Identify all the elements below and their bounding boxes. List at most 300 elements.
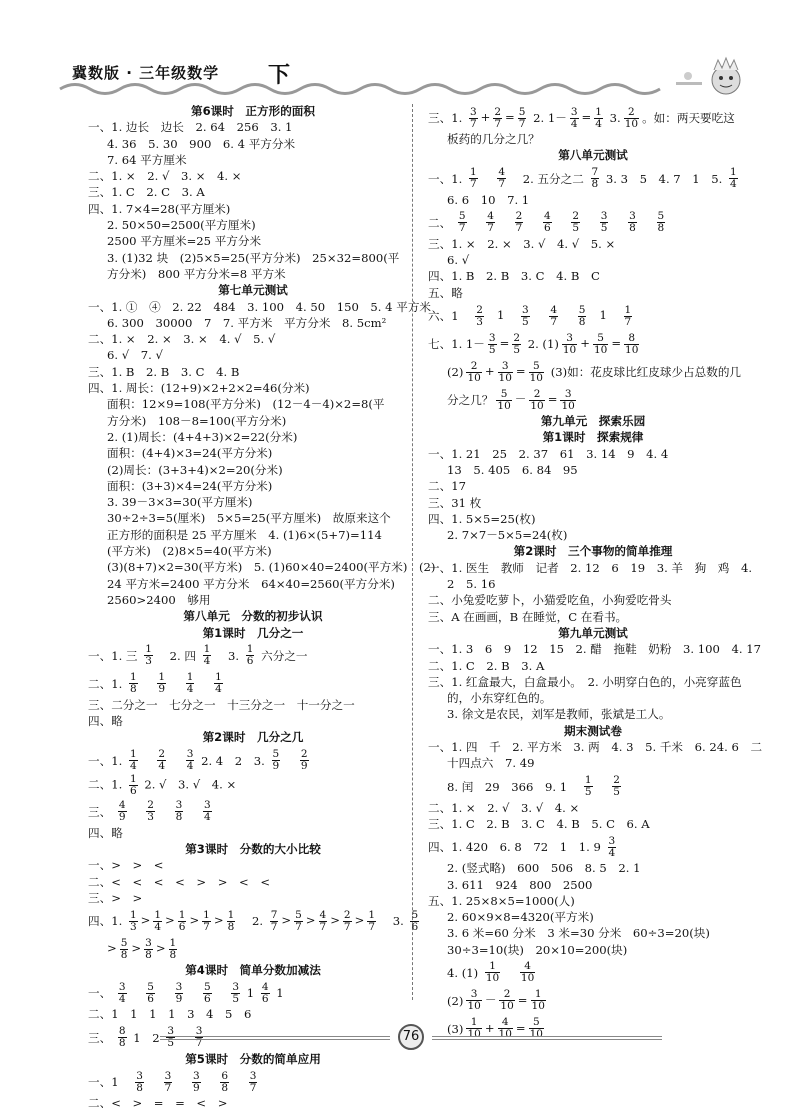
fraction bbox=[612, 775, 621, 798]
fraction bbox=[498, 361, 513, 384]
fraction bbox=[410, 910, 419, 933]
fraction bbox=[300, 749, 309, 772]
denominator: 7 bbox=[498, 178, 505, 191]
answer-text: 。如：两天要吃这 bbox=[642, 111, 735, 125]
fraction bbox=[520, 961, 535, 984]
answer-line bbox=[428, 164, 758, 192]
denominator: 5 bbox=[572, 222, 580, 235]
denominator: 6 bbox=[246, 655, 254, 668]
answer-line: (2)周长：(3+3+4)×2=20(分米) bbox=[107, 462, 283, 477]
numerator: 1 bbox=[178, 908, 186, 921]
fraction bbox=[203, 800, 212, 823]
answer-line: 一、1. 边长 边长 2. 64 256 3. 1 bbox=[88, 120, 293, 135]
page-footer bbox=[120, 1021, 700, 1050]
numerator: 2 bbox=[494, 105, 502, 118]
numerator: 1 bbox=[186, 671, 194, 684]
fraction bbox=[529, 361, 544, 384]
numerator: 4 bbox=[118, 799, 126, 812]
answer-text: 一、1. 三 bbox=[88, 648, 138, 663]
answer-line: 30÷2÷3=5(厘米) 5×5=25(平方厘米) 故原来这个 bbox=[107, 511, 391, 526]
answer-text: 一、 bbox=[88, 986, 112, 1001]
numerator: 3 bbox=[570, 105, 578, 118]
answer-line: 7. 64 平方厘米 bbox=[107, 152, 187, 167]
answer-text: 二、1. bbox=[88, 676, 123, 691]
volume-label: 下 bbox=[268, 63, 291, 88]
answer-line: 2. 7×7－5×5=24(枚) bbox=[447, 528, 568, 543]
denominator: 10 bbox=[530, 399, 544, 412]
answer-line: 二、1. × 2. √ 3. √ 4. × bbox=[428, 800, 580, 815]
answer-line: 3. (1)32 块 (2)5×5=25(平方分米) 25×32=800(平 bbox=[107, 250, 400, 265]
denominator: 8 bbox=[145, 948, 152, 961]
denominator: 5 bbox=[584, 786, 592, 799]
fraction bbox=[144, 938, 153, 961]
answer-line: 2560>2400 够用 bbox=[107, 592, 211, 607]
answer-line bbox=[428, 772, 758, 800]
numerator: 2 bbox=[147, 799, 154, 812]
numerator: 1 bbox=[595, 105, 602, 118]
fraction bbox=[178, 910, 187, 933]
answer-line: 正方形的面积是 25 平方厘米 4. (1)6×(5+7)=114 bbox=[107, 527, 382, 542]
fraction bbox=[129, 749, 138, 772]
numerator: 3 bbox=[164, 1069, 172, 1082]
numerator: 5 bbox=[411, 908, 419, 921]
fraction bbox=[518, 107, 527, 130]
denominator: 9 bbox=[300, 760, 308, 773]
fraction bbox=[571, 211, 580, 234]
denominator: 7 bbox=[164, 1081, 172, 1094]
denominator: 9 bbox=[193, 1081, 200, 1094]
numerator: 5 bbox=[204, 980, 211, 993]
denominator: 7 bbox=[469, 117, 477, 130]
denominator: 10 bbox=[498, 371, 512, 384]
numerator: 2 bbox=[300, 748, 308, 761]
numerator: 1 bbox=[368, 908, 375, 921]
numerator: 4 bbox=[319, 908, 327, 921]
answer-line: 2. 60×9×8=4320(平方米) bbox=[447, 910, 594, 925]
numerator: 3 bbox=[249, 1069, 257, 1082]
numerator: 3 bbox=[522, 303, 529, 316]
numerator: 5 bbox=[295, 908, 302, 921]
denominator: 8 bbox=[136, 1081, 143, 1094]
denominator: 7 bbox=[469, 178, 477, 191]
denominator: 5 bbox=[167, 1037, 174, 1050]
denominator: 4 bbox=[118, 992, 126, 1005]
numerator: 5 bbox=[529, 1017, 544, 1029]
numerator: 5 bbox=[120, 936, 128, 949]
fraction bbox=[497, 167, 506, 190]
denominator: 10 bbox=[624, 117, 639, 130]
numerator: 3 bbox=[136, 1069, 143, 1082]
denominator: 9 bbox=[158, 683, 165, 696]
fraction bbox=[729, 167, 738, 190]
denominator: 10 bbox=[467, 371, 481, 384]
numerator: 3 bbox=[600, 210, 608, 223]
denominator: 4 bbox=[203, 655, 211, 668]
numerator: 5 bbox=[657, 210, 665, 223]
denominator: 5 bbox=[232, 992, 240, 1005]
answer-text: 一、1. bbox=[88, 753, 123, 768]
left-column bbox=[88, 103, 436, 1111]
right-column bbox=[428, 103, 763, 1042]
denominator: 8 bbox=[169, 948, 177, 961]
numerator: 2 bbox=[343, 908, 351, 921]
fraction bbox=[593, 333, 608, 356]
answer-line: 三、1. B 2. B 3. C 4. B bbox=[88, 364, 240, 379]
answer-text: 2. bbox=[251, 914, 263, 929]
answer-line: 4. 36 5. 30 900 6. 4 平方分米 bbox=[107, 136, 296, 151]
denominator: 8 bbox=[578, 315, 586, 328]
fraction bbox=[584, 775, 593, 798]
denominator: 7 bbox=[343, 920, 351, 933]
fraction bbox=[628, 211, 637, 234]
numerator: 1 bbox=[129, 908, 137, 921]
denominator: 10 bbox=[500, 1000, 514, 1013]
numerator: 6 bbox=[221, 1069, 229, 1082]
denominator: 4 bbox=[608, 846, 616, 859]
numerator: 3 bbox=[629, 210, 636, 223]
answer-line: > $\frac{5}{8}$ > $\frac{3}{8}$ > $\frac{1}{8}$ bbox=[107, 936, 177, 961]
numerator: 3 bbox=[204, 799, 211, 812]
answer-line: 一、1. 四 千 2. 平方米 3. 两 4. 3 5. 千米 6. 24. 6 二 bbox=[428, 740, 763, 755]
denominator: 7 bbox=[368, 920, 375, 933]
numerator: 5 bbox=[147, 980, 154, 993]
numerator: 1 bbox=[730, 166, 737, 179]
numerator: 1 bbox=[129, 748, 137, 761]
denominator: 7 bbox=[624, 315, 632, 328]
answer-line: 二、17 bbox=[428, 479, 466, 494]
numerator: 2 bbox=[466, 361, 481, 373]
numerator: 1 bbox=[584, 774, 592, 787]
fraction bbox=[186, 749, 195, 772]
answer-text: 2. 四 bbox=[169, 648, 196, 663]
denominator: 4 bbox=[570, 117, 578, 130]
answer-text: 3. bbox=[228, 648, 240, 663]
answer-line bbox=[428, 958, 758, 986]
fraction bbox=[512, 333, 521, 356]
fraction bbox=[624, 305, 633, 328]
fraction bbox=[496, 389, 511, 412]
numerator: 1 bbox=[169, 936, 177, 949]
denominator: 10 bbox=[562, 343, 577, 356]
denominator: 5 bbox=[522, 315, 529, 328]
numerator: 3 bbox=[193, 1069, 200, 1082]
denominator: 7 bbox=[458, 222, 466, 235]
fraction bbox=[469, 167, 478, 190]
fraction bbox=[169, 938, 178, 961]
answer-line bbox=[88, 641, 418, 669]
numerator: 3 bbox=[175, 799, 183, 812]
answer-line: 三、1. $\frac{3}{7}$ + $\frac{2}{7}$ = $\frac{5}{7}$ 2. 1－ $\frac{3}{4}$ = $\frac{1}{4}$ 3. $\frac{2}{10}$ 。如：两天要吃这 bbox=[428, 105, 735, 130]
unit-title: 第九单元 探索乐园 bbox=[540, 414, 646, 429]
answer-line: 四、1. B 2. B 3. C 4. B C bbox=[428, 269, 600, 284]
answer-line bbox=[88, 797, 418, 825]
numerator: 3 bbox=[466, 989, 481, 1001]
answer-line: 一、1. ① ④ 2. 22 484 3. 100 4. 50 150 5. 4 平方米 bbox=[88, 299, 432, 314]
numerator: 4 bbox=[498, 166, 505, 179]
denominator: 6 bbox=[178, 920, 186, 933]
fraction bbox=[469, 107, 478, 130]
fraction bbox=[485, 961, 500, 984]
numerator: 1 bbox=[531, 989, 546, 1001]
fraction bbox=[466, 361, 481, 384]
denominator: 4 bbox=[186, 760, 194, 773]
answer-text: 2. 五分之二 bbox=[522, 171, 584, 186]
numerator: 1 bbox=[215, 671, 222, 684]
numerator: 3 bbox=[469, 105, 477, 118]
fraction bbox=[203, 982, 212, 1005]
numerator: 5 bbox=[518, 105, 526, 118]
denominator: 7 bbox=[550, 315, 558, 328]
fraction bbox=[521, 305, 530, 328]
numerator: 5 bbox=[529, 361, 544, 373]
denominator: 4 bbox=[730, 178, 737, 191]
numerator: 1 bbox=[158, 671, 165, 684]
numerator: 5 bbox=[458, 210, 466, 223]
numerator: 1 bbox=[145, 643, 152, 656]
answer-line: 面积：(4+4)×3=24(平方分米) bbox=[107, 446, 273, 461]
answer-line: 三、1. C 2. C 3. A bbox=[88, 185, 205, 200]
denominator: 10 bbox=[485, 972, 500, 985]
section-title: 第八单元测试 bbox=[558, 148, 628, 163]
denominator: 10 bbox=[467, 1000, 481, 1013]
fraction bbox=[144, 644, 153, 667]
answer-text: 3. bbox=[392, 914, 404, 929]
answer-line bbox=[428, 208, 758, 236]
denominator: 5 bbox=[513, 343, 520, 356]
fraction bbox=[600, 211, 609, 234]
fraction bbox=[343, 910, 352, 933]
denominator: 10 bbox=[497, 399, 511, 412]
numerator: 3 bbox=[562, 333, 577, 345]
fraction bbox=[560, 389, 575, 412]
fraction bbox=[220, 1071, 229, 1094]
denominator: 8 bbox=[175, 811, 183, 824]
fraction bbox=[249, 1071, 258, 1094]
page-number: 76 bbox=[398, 1024, 424, 1050]
fraction bbox=[624, 333, 639, 356]
answer-line: 的，小东穿红色的。 bbox=[447, 691, 552, 706]
fraction bbox=[120, 938, 129, 961]
numerator: 3 bbox=[175, 980, 183, 993]
header-wave-decoration bbox=[60, 80, 660, 98]
fraction bbox=[118, 800, 127, 823]
numerator: 3 bbox=[608, 834, 616, 847]
answer-text: (3)如：花皮球比红皮球少占总数的几 bbox=[550, 365, 742, 380]
denominator: 7 bbox=[515, 222, 523, 235]
denominator: 8 bbox=[129, 683, 137, 696]
denominator: 3 bbox=[145, 655, 152, 668]
fraction bbox=[118, 982, 127, 1005]
section-title: 第九单元测试 bbox=[558, 625, 628, 640]
denominator: 6 bbox=[129, 784, 137, 797]
fraction bbox=[591, 167, 600, 190]
answer-line bbox=[88, 774, 418, 797]
answer-line: (平方米) (2)8×5=40(平方米) bbox=[107, 544, 272, 559]
fraction bbox=[657, 211, 666, 234]
fraction bbox=[624, 107, 639, 130]
answer-line: (2) $\frac{2}{10}$ + $\frac{3}{10}$ = $\frac{5}{10}$ (3)如：花皮球比红皮球少占总数的几 bbox=[447, 359, 742, 384]
answer-line: 面积：12×9=108(平方分米) (12－4－4)×2=8(平 bbox=[107, 397, 385, 412]
denominator: 8 bbox=[657, 222, 665, 235]
denominator: 4 bbox=[158, 760, 165, 773]
fraction bbox=[493, 107, 502, 130]
answer-text: (3) bbox=[447, 1021, 464, 1036]
answer-line: 二、1 1 1 1 3 4 5 6 bbox=[88, 1007, 252, 1022]
unit-title: 第八单元 分数的初步认识 bbox=[183, 609, 323, 624]
answer-text: 2. √ 3. √ 4. × bbox=[144, 777, 237, 792]
numerator: 1 bbox=[154, 908, 162, 921]
answer-text: 七、1. 1－ bbox=[428, 337, 485, 352]
fraction bbox=[488, 333, 497, 356]
answer-text: 四、1. 420 6. 8 72 1 1. 9 bbox=[428, 840, 601, 855]
fraction bbox=[146, 800, 155, 823]
fraction bbox=[319, 910, 328, 933]
answer-line: 2. (竖式略) 600 506 8. 5 2. 1 bbox=[447, 861, 641, 876]
answer-line: 二、1. C 2. B 3. A bbox=[428, 658, 545, 673]
numerator: 5 bbox=[272, 748, 280, 761]
numerator: 2 bbox=[572, 210, 580, 223]
numerator: 1 bbox=[624, 303, 632, 316]
numerator: 4 bbox=[520, 961, 535, 973]
answer-line: 六、1 $\frac{2}{3}$ 1 $\frac{3}{5}$ $\frac{4}{7}$ $\frac{5}{8}$ 1 $\frac{1}{7}$ bbox=[428, 303, 632, 328]
answer-line: (3)(8+7)×2=30(平方米) 5. (1)60×40=2400(平方米) (2) bbox=[107, 560, 436, 575]
answer-line: 五、略 bbox=[428, 285, 463, 300]
denominator: 10 bbox=[561, 399, 575, 412]
answer-line: 2. 50×50=2500(平方厘米) bbox=[107, 218, 256, 233]
numerator: 3 bbox=[232, 980, 240, 993]
answer-text: 六、1 bbox=[428, 309, 459, 324]
denominator: 8 bbox=[629, 222, 636, 235]
answer-line: 二、< > = = < > bbox=[88, 1096, 228, 1111]
answer-line: 一、> > < bbox=[88, 858, 164, 873]
denominator: 7 bbox=[195, 1037, 203, 1050]
denominator: 4 bbox=[129, 760, 137, 773]
fraction bbox=[261, 982, 270, 1005]
fraction bbox=[549, 305, 558, 328]
answer-line: 3. 徐文是农民，刘军是教师，张斌是工人。 bbox=[447, 707, 671, 722]
fraction bbox=[164, 1071, 173, 1094]
numerator: 1 bbox=[129, 671, 137, 684]
fraction bbox=[203, 644, 212, 667]
answer-text: 一、1. bbox=[428, 171, 463, 186]
answer-line: 30÷3=10(块) 20×10=200(块) bbox=[447, 942, 628, 957]
denominator: 4 bbox=[215, 683, 222, 696]
answer-text: 分之几？ bbox=[447, 393, 494, 408]
fraction bbox=[146, 982, 155, 1005]
numerator: 3 bbox=[488, 331, 496, 344]
fraction bbox=[153, 910, 162, 933]
section-title: 第6课时 正方形的面积 bbox=[190, 104, 315, 118]
numerator: 5 bbox=[496, 389, 511, 401]
denominator: 4 bbox=[204, 811, 211, 824]
numerator: 8 bbox=[624, 333, 639, 345]
numerator: 3 bbox=[560, 389, 575, 401]
denominator: 7 bbox=[249, 1081, 257, 1094]
answer-text: 一、1 bbox=[88, 1075, 119, 1090]
answer-line: 五、1. 25×8×5=1000(人) bbox=[428, 893, 575, 908]
answer-line: 3. 611 924 800 2500 bbox=[447, 877, 593, 892]
answer-line: 板药的几分之几？ bbox=[447, 132, 540, 146]
denominator: 10 bbox=[467, 1028, 481, 1041]
denominator: 5 bbox=[488, 343, 496, 356]
fraction bbox=[594, 107, 603, 130]
answer-text: 六分之一 bbox=[261, 648, 308, 663]
fraction bbox=[129, 774, 138, 797]
numerator: 4 bbox=[261, 980, 269, 993]
answer-text: 8. 闰 29 366 9. 1 bbox=[447, 779, 568, 794]
answer-line: 2 5. 16 bbox=[447, 577, 496, 592]
answer-text: 四、1. bbox=[88, 914, 123, 929]
denominator: 6 bbox=[261, 992, 269, 1005]
fraction bbox=[562, 333, 577, 356]
answer-line: 二、1. × 2. √ 3. × 4. × bbox=[88, 169, 242, 184]
answer-line: 24 平方米=2400 平方分米 64×40=2560(平方分米) bbox=[107, 576, 395, 591]
denominator: 4 bbox=[154, 920, 162, 933]
numerator: 1 bbox=[466, 1017, 481, 1029]
numerator: 1 bbox=[203, 908, 210, 921]
answer-line: (2) $\frac{3}{10}$ － $\frac{2}{10}$ = $\frac{1}{10}$ bbox=[447, 988, 545, 1013]
page-header bbox=[60, 52, 750, 100]
numerator: 2 bbox=[515, 210, 523, 223]
answer-text: (2) bbox=[447, 365, 464, 380]
denominator: 6 bbox=[147, 992, 154, 1005]
denominator: 4 bbox=[595, 117, 602, 130]
fraction bbox=[466, 989, 481, 1012]
fraction bbox=[475, 305, 484, 328]
denominator: 10 bbox=[531, 1000, 545, 1013]
denominator: 6 bbox=[411, 920, 419, 933]
answer-line: 四、略 bbox=[88, 825, 123, 840]
answer-text: 3. 3 5 4. 7 1 5. bbox=[605, 171, 723, 186]
numerator: 4 bbox=[544, 210, 551, 223]
answer-line: 四、1. 5×5=25(枚) bbox=[428, 511, 536, 526]
numerator: 3 bbox=[118, 980, 126, 993]
answer-line: 十四点六 7. 49 bbox=[447, 756, 535, 771]
answer-line: 3. 6 米=60 分米 3 米=30 分米 60÷3=20(块) bbox=[447, 926, 710, 941]
answer-line: 3. 39－3×3=30(平方厘米) bbox=[107, 495, 253, 510]
denominator: 10 bbox=[529, 1028, 543, 1041]
numerator: 4 bbox=[498, 1017, 513, 1029]
fraction bbox=[543, 211, 552, 234]
denominator: 9 bbox=[272, 760, 280, 773]
answer-text: 1 bbox=[246, 986, 255, 1001]
answer-line: 三、A 在画画，B 在睡觉，C 在看书。 bbox=[428, 609, 628, 624]
answer-line: 面积：(3+3)×4=24(平方分米) bbox=[107, 478, 273, 493]
answer-line bbox=[428, 832, 758, 860]
denominator: 7 bbox=[203, 920, 210, 933]
numerator: 8 bbox=[118, 1025, 126, 1038]
denominator: 9 bbox=[175, 992, 183, 1005]
answer-line: 二、小兔爱吃萝卜，小猫爱吃鱼，小狗爱吃骨头 bbox=[428, 593, 672, 608]
answer-line: 三、1. × 2. × 3. √ 4. √ 5. × bbox=[428, 236, 616, 251]
answer-line: 6. √ 7. √ bbox=[107, 348, 163, 363]
section-title: 第4课时 简单分数加减法 bbox=[185, 963, 321, 978]
denominator: 8 bbox=[221, 1081, 229, 1094]
denominator: 6 bbox=[544, 222, 551, 235]
fraction bbox=[270, 910, 279, 933]
numerator: 2 bbox=[513, 331, 520, 344]
denominator: 10 bbox=[498, 1028, 512, 1041]
denominator: 8 bbox=[118, 1037, 126, 1050]
answer-line: 2. (1)周长：(4+4+3)×2=22(分米) bbox=[107, 429, 298, 444]
section-title: 第2课时 几分之几 bbox=[202, 730, 304, 745]
answer-line: 二、1. × 2. × 3. × 4. √ 5. √ bbox=[88, 332, 276, 347]
numerator: 2 bbox=[499, 989, 514, 1001]
denominator: 7 bbox=[518, 117, 526, 130]
answer-text: 3. bbox=[609, 111, 621, 125]
answer-line: 七、1. 1－ $\frac{3}{5}$ = $\frac{2}{5}$ 2. (1) $\frac{3}{10}$ + $\frac{5}{10}$ = $\frac{8}{10}$ bbox=[428, 331, 639, 356]
answer-text: 三、 bbox=[88, 1030, 112, 1045]
